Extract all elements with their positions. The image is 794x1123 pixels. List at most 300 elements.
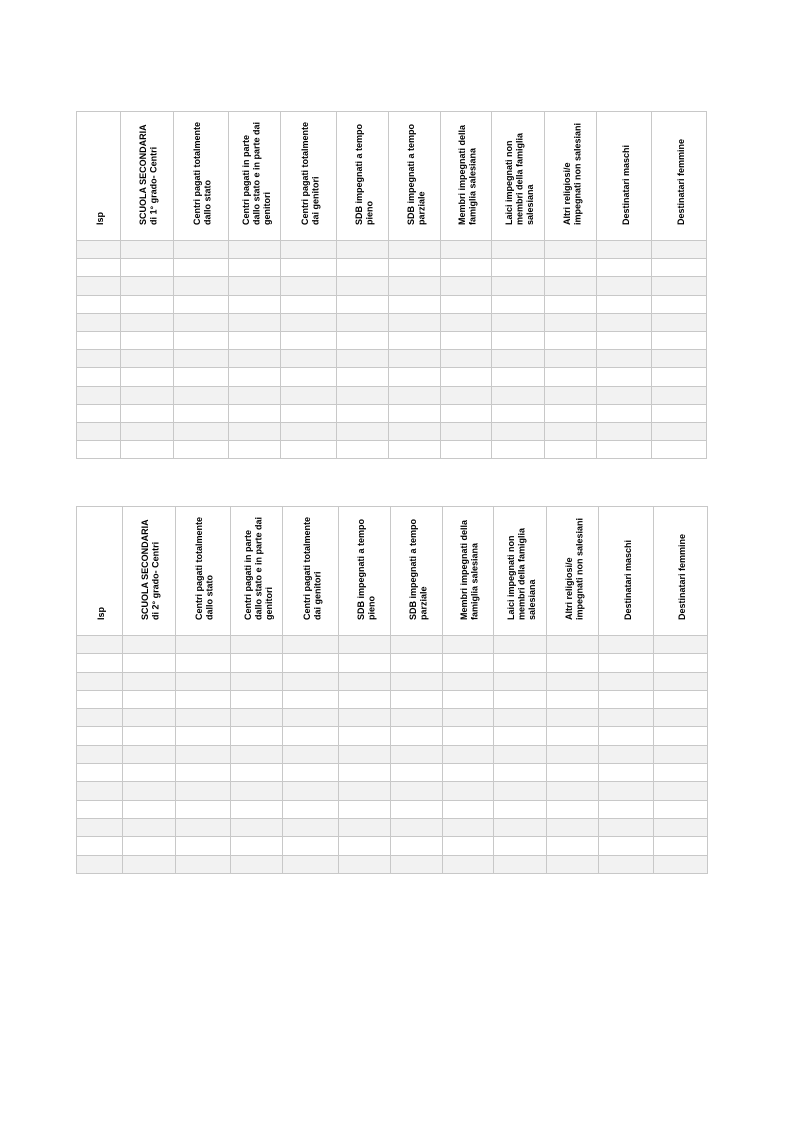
table-cell[interactable] (492, 295, 545, 313)
table-cell[interactable] (77, 745, 123, 763)
table-cell[interactable] (389, 241, 441, 259)
table-cell[interactable] (77, 690, 123, 708)
table-cell[interactable] (77, 855, 123, 873)
table-cell[interactable] (494, 782, 547, 800)
table-cell[interactable] (283, 727, 339, 745)
table-cell[interactable] (174, 259, 229, 277)
table-cell[interactable] (494, 690, 547, 708)
table-cell[interactable] (654, 745, 708, 763)
table-cell[interactable] (339, 636, 391, 654)
table-cell[interactable] (123, 800, 176, 818)
table-cell[interactable] (547, 764, 599, 782)
table-cell[interactable] (229, 350, 281, 368)
table-cell[interactable] (229, 313, 281, 331)
table-cell[interactable] (654, 672, 708, 690)
table-cell[interactable] (443, 636, 494, 654)
table-cell[interactable] (339, 800, 391, 818)
table-cell[interactable] (339, 709, 391, 727)
table-cell[interactable] (77, 672, 123, 690)
table-cell[interactable] (176, 690, 231, 708)
table-cell[interactable] (174, 313, 229, 331)
table-cell[interactable] (121, 404, 174, 422)
table-cell[interactable] (547, 800, 599, 818)
table-cell[interactable] (281, 386, 337, 404)
table-cell[interactable] (229, 368, 281, 386)
table-cell[interactable] (547, 818, 599, 836)
table-cell[interactable] (652, 350, 707, 368)
table-cell[interactable] (597, 350, 652, 368)
table-cell[interactable] (339, 727, 391, 745)
table-cell[interactable] (231, 690, 283, 708)
table-cell[interactable] (77, 313, 121, 331)
table-cell[interactable] (77, 368, 121, 386)
table-cell[interactable] (231, 764, 283, 782)
table-cell[interactable] (337, 331, 389, 349)
table-cell[interactable] (229, 404, 281, 422)
table-cell[interactable] (123, 818, 176, 836)
table-cell[interactable] (77, 441, 121, 459)
table-cell[interactable] (231, 782, 283, 800)
table-cell[interactable] (77, 764, 123, 782)
table-cell[interactable] (231, 636, 283, 654)
table-cell[interactable] (121, 368, 174, 386)
table-cell[interactable] (545, 350, 597, 368)
table-cell[interactable] (391, 654, 443, 672)
table-cell[interactable] (337, 313, 389, 331)
table-cell[interactable] (391, 709, 443, 727)
table-cell[interactable] (654, 727, 708, 745)
table-cell[interactable] (652, 259, 707, 277)
table-cell[interactable] (77, 837, 123, 855)
table-cell[interactable] (545, 331, 597, 349)
table-cell[interactable] (281, 295, 337, 313)
table-cell[interactable] (492, 313, 545, 331)
table-cell[interactable] (494, 672, 547, 690)
table-cell[interactable] (281, 368, 337, 386)
table-cell[interactable] (597, 331, 652, 349)
table-cell[interactable] (494, 800, 547, 818)
table-cell[interactable] (339, 745, 391, 763)
table-cell[interactable] (441, 331, 492, 349)
table-cell[interactable] (281, 277, 337, 295)
table-cell[interactable] (339, 690, 391, 708)
table-cell[interactable] (231, 672, 283, 690)
table-cell[interactable] (389, 313, 441, 331)
table-cell[interactable] (492, 277, 545, 295)
table-cell[interactable] (231, 727, 283, 745)
table-cell[interactable] (597, 277, 652, 295)
table-cell[interactable] (443, 782, 494, 800)
table-cell[interactable] (547, 855, 599, 873)
table-cell[interactable] (121, 241, 174, 259)
table-cell[interactable] (389, 295, 441, 313)
table-cell[interactable] (547, 672, 599, 690)
table-cell[interactable] (337, 259, 389, 277)
table-cell[interactable] (443, 690, 494, 708)
table-cell[interactable] (337, 422, 389, 440)
table-cell[interactable] (123, 855, 176, 873)
table-cell[interactable] (391, 782, 443, 800)
table-cell[interactable] (337, 241, 389, 259)
table-cell[interactable] (494, 855, 547, 873)
table-cell[interactable] (229, 241, 281, 259)
table-cell[interactable] (337, 350, 389, 368)
table-cell[interactable] (176, 837, 231, 855)
table-cell[interactable] (337, 441, 389, 459)
table-cell[interactable] (391, 837, 443, 855)
table-cell[interactable] (389, 277, 441, 295)
table-cell[interactable] (389, 350, 441, 368)
table-cell[interactable] (443, 745, 494, 763)
table-cell[interactable] (229, 441, 281, 459)
table-cell[interactable] (337, 386, 389, 404)
table-cell[interactable] (77, 241, 121, 259)
table-cell[interactable] (545, 259, 597, 277)
table-cell[interactable] (652, 441, 707, 459)
table-cell[interactable] (123, 782, 176, 800)
table-cell[interactable] (545, 241, 597, 259)
table-cell[interactable] (652, 404, 707, 422)
table-cell[interactable] (77, 800, 123, 818)
table-cell[interactable] (391, 672, 443, 690)
table-cell[interactable] (391, 745, 443, 763)
table-cell[interactable] (494, 654, 547, 672)
table-cell[interactable] (77, 331, 121, 349)
table-cell[interactable] (443, 800, 494, 818)
table-cell[interactable] (174, 404, 229, 422)
table-cell[interactable] (597, 404, 652, 422)
table-cell[interactable] (176, 654, 231, 672)
table-cell[interactable] (441, 295, 492, 313)
table-cell[interactable] (121, 441, 174, 459)
table-cell[interactable] (389, 422, 441, 440)
table-cell[interactable] (441, 277, 492, 295)
table-cell[interactable] (599, 727, 654, 745)
table-cell[interactable] (339, 672, 391, 690)
table-cell[interactable] (389, 259, 441, 277)
table-cell[interactable] (281, 441, 337, 459)
table-cell[interactable] (231, 855, 283, 873)
table-cell[interactable] (283, 818, 339, 836)
table-cell[interactable] (492, 386, 545, 404)
table-cell[interactable] (174, 441, 229, 459)
table-cell[interactable] (176, 855, 231, 873)
table-cell[interactable] (599, 654, 654, 672)
table-cell[interactable] (494, 837, 547, 855)
table-cell[interactable] (123, 654, 176, 672)
table-cell[interactable] (123, 837, 176, 855)
table-cell[interactable] (231, 837, 283, 855)
table-cell[interactable] (176, 818, 231, 836)
table-cell[interactable] (654, 636, 708, 654)
table-cell[interactable] (545, 313, 597, 331)
table-cell[interactable] (599, 800, 654, 818)
table-cell[interactable] (339, 837, 391, 855)
table-cell[interactable] (654, 800, 708, 818)
table-cell[interactable] (123, 690, 176, 708)
table-cell[interactable] (654, 782, 708, 800)
table-cell[interactable] (492, 404, 545, 422)
table-cell[interactable] (654, 764, 708, 782)
table-cell[interactable] (652, 386, 707, 404)
table-cell[interactable] (281, 313, 337, 331)
table-cell[interactable] (652, 313, 707, 331)
table-cell[interactable] (231, 654, 283, 672)
table-cell[interactable] (599, 782, 654, 800)
table-cell[interactable] (443, 727, 494, 745)
table-cell[interactable] (176, 672, 231, 690)
table-cell[interactable] (597, 441, 652, 459)
table-cell[interactable] (654, 818, 708, 836)
table-cell[interactable] (652, 241, 707, 259)
table-cell[interactable] (77, 386, 121, 404)
table-cell[interactable] (283, 636, 339, 654)
table-cell[interactable] (654, 709, 708, 727)
table-cell[interactable] (545, 386, 597, 404)
table-cell[interactable] (547, 690, 599, 708)
table-cell[interactable] (231, 709, 283, 727)
table-cell[interactable] (123, 745, 176, 763)
table-cell[interactable] (77, 295, 121, 313)
table-cell[interactable] (441, 422, 492, 440)
table-cell[interactable] (77, 636, 123, 654)
table-cell[interactable] (654, 690, 708, 708)
table-cell[interactable] (339, 764, 391, 782)
table-cell[interactable] (77, 277, 121, 295)
table-cell[interactable] (441, 441, 492, 459)
table-cell[interactable] (545, 404, 597, 422)
table-cell[interactable] (339, 818, 391, 836)
table-cell[interactable] (389, 386, 441, 404)
table-cell[interactable] (597, 259, 652, 277)
table-cell[interactable] (174, 295, 229, 313)
table-cell[interactable] (281, 404, 337, 422)
table-cell[interactable] (599, 745, 654, 763)
table-cell[interactable] (174, 422, 229, 440)
table-cell[interactable] (492, 259, 545, 277)
table-cell[interactable] (231, 818, 283, 836)
table-cell[interactable] (229, 331, 281, 349)
table-cell[interactable] (174, 368, 229, 386)
table-cell[interactable] (597, 313, 652, 331)
table-cell[interactable] (283, 690, 339, 708)
table-cell[interactable] (121, 386, 174, 404)
table-cell[interactable] (229, 277, 281, 295)
table-cell[interactable] (492, 441, 545, 459)
table-cell[interactable] (281, 422, 337, 440)
table-cell[interactable] (337, 295, 389, 313)
table-cell[interactable] (545, 422, 597, 440)
table-cell[interactable] (597, 295, 652, 313)
table-cell[interactable] (652, 331, 707, 349)
table-cell[interactable] (174, 386, 229, 404)
table-cell[interactable] (229, 295, 281, 313)
table-cell[interactable] (492, 331, 545, 349)
table-cell[interactable] (229, 386, 281, 404)
table-cell[interactable] (391, 818, 443, 836)
table-cell[interactable] (77, 818, 123, 836)
table-cell[interactable] (281, 350, 337, 368)
table-cell[interactable] (547, 745, 599, 763)
table-cell[interactable] (174, 350, 229, 368)
table-cell[interactable] (121, 331, 174, 349)
table-cell[interactable] (281, 241, 337, 259)
table-cell[interactable] (443, 837, 494, 855)
table-cell[interactable] (494, 636, 547, 654)
table-cell[interactable] (389, 441, 441, 459)
table-cell[interactable] (545, 277, 597, 295)
table-cell[interactable] (176, 782, 231, 800)
table-cell[interactable] (281, 331, 337, 349)
table-cell[interactable] (339, 654, 391, 672)
table-cell[interactable] (441, 368, 492, 386)
table-cell[interactable] (599, 837, 654, 855)
table-cell[interactable] (176, 764, 231, 782)
table-cell[interactable] (545, 295, 597, 313)
table-cell[interactable] (391, 800, 443, 818)
table-cell[interactable] (597, 241, 652, 259)
table-cell[interactable] (77, 782, 123, 800)
table-cell[interactable] (337, 277, 389, 295)
table-cell[interactable] (176, 745, 231, 763)
table-cell[interactable] (281, 259, 337, 277)
table-cell[interactable] (123, 672, 176, 690)
table-cell[interactable] (389, 331, 441, 349)
table-cell[interactable] (123, 709, 176, 727)
table-cell[interactable] (494, 818, 547, 836)
table-cell[interactable] (441, 386, 492, 404)
table-cell[interactable] (494, 727, 547, 745)
table-cell[interactable] (441, 241, 492, 259)
table-cell[interactable] (174, 331, 229, 349)
table-cell[interactable] (339, 782, 391, 800)
table-cell[interactable] (599, 818, 654, 836)
table-cell[interactable] (492, 350, 545, 368)
table-cell[interactable] (121, 422, 174, 440)
table-cell[interactable] (494, 745, 547, 763)
table-cell[interactable] (389, 404, 441, 422)
table-cell[interactable] (547, 727, 599, 745)
table-cell[interactable] (283, 654, 339, 672)
table-cell[interactable] (547, 709, 599, 727)
table-cell[interactable] (652, 422, 707, 440)
table-cell[interactable] (229, 422, 281, 440)
table-cell[interactable] (391, 690, 443, 708)
table-cell[interactable] (77, 709, 123, 727)
table-cell[interactable] (123, 727, 176, 745)
table-cell[interactable] (654, 654, 708, 672)
table-cell[interactable] (599, 672, 654, 690)
table-cell[interactable] (77, 654, 123, 672)
table-cell[interactable] (443, 818, 494, 836)
table-cell[interactable] (494, 709, 547, 727)
table-cell[interactable] (231, 800, 283, 818)
table-cell[interactable] (391, 764, 443, 782)
table-cell[interactable] (283, 782, 339, 800)
table-cell[interactable] (597, 422, 652, 440)
table-cell[interactable] (121, 277, 174, 295)
table-cell[interactable] (77, 259, 121, 277)
table-cell[interactable] (599, 709, 654, 727)
table-cell[interactable] (443, 709, 494, 727)
table-cell[interactable] (176, 800, 231, 818)
table-cell[interactable] (121, 295, 174, 313)
table-cell[interactable] (77, 422, 121, 440)
table-cell[interactable] (441, 313, 492, 331)
table-cell[interactable] (654, 837, 708, 855)
table-cell[interactable] (597, 368, 652, 386)
table-cell[interactable] (283, 855, 339, 873)
table-cell[interactable] (174, 277, 229, 295)
table-cell[interactable] (441, 259, 492, 277)
table-cell[interactable] (391, 727, 443, 745)
table-cell[interactable] (123, 636, 176, 654)
table-cell[interactable] (391, 855, 443, 873)
table-cell[interactable] (545, 368, 597, 386)
table-cell[interactable] (229, 259, 281, 277)
table-cell[interactable] (492, 422, 545, 440)
table-cell[interactable] (283, 837, 339, 855)
table-cell[interactable] (492, 368, 545, 386)
table-cell[interactable] (547, 654, 599, 672)
table-cell[interactable] (121, 350, 174, 368)
table-cell[interactable] (599, 764, 654, 782)
table-cell[interactable] (77, 727, 123, 745)
table-cell[interactable] (337, 368, 389, 386)
table-cell[interactable] (443, 764, 494, 782)
table-cell[interactable] (443, 855, 494, 873)
table-cell[interactable] (547, 636, 599, 654)
table-cell[interactable] (494, 764, 547, 782)
table-cell[interactable] (652, 295, 707, 313)
table-cell[interactable] (176, 727, 231, 745)
table-cell[interactable] (339, 855, 391, 873)
table-cell[interactable] (597, 386, 652, 404)
table-cell[interactable] (652, 368, 707, 386)
table-cell[interactable] (77, 350, 121, 368)
table-cell[interactable] (283, 764, 339, 782)
table-cell[interactable] (231, 745, 283, 763)
table-cell[interactable] (443, 654, 494, 672)
table-cell[interactable] (443, 672, 494, 690)
table-cell[interactable] (547, 782, 599, 800)
table-cell[interactable] (283, 709, 339, 727)
table-cell[interactable] (545, 441, 597, 459)
table-cell[interactable] (652, 277, 707, 295)
table-cell[interactable] (492, 241, 545, 259)
table-cell[interactable] (283, 800, 339, 818)
table-cell[interactable] (123, 764, 176, 782)
table-cell[interactable] (391, 636, 443, 654)
table-cell[interactable] (176, 636, 231, 654)
table-cell[interactable] (654, 855, 708, 873)
table-cell[interactable] (174, 241, 229, 259)
table-cell[interactable] (599, 855, 654, 873)
table-cell[interactable] (283, 745, 339, 763)
table-cell[interactable] (441, 404, 492, 422)
table-cell[interactable] (176, 709, 231, 727)
table-cell[interactable] (77, 404, 121, 422)
table-cell[interactable] (599, 636, 654, 654)
table-cell[interactable] (121, 313, 174, 331)
table-cell[interactable] (337, 404, 389, 422)
table-cell[interactable] (547, 837, 599, 855)
table-cell[interactable] (441, 350, 492, 368)
table-cell[interactable] (121, 259, 174, 277)
table-cell[interactable] (389, 368, 441, 386)
table-cell[interactable] (599, 690, 654, 708)
table-cell[interactable] (283, 672, 339, 690)
